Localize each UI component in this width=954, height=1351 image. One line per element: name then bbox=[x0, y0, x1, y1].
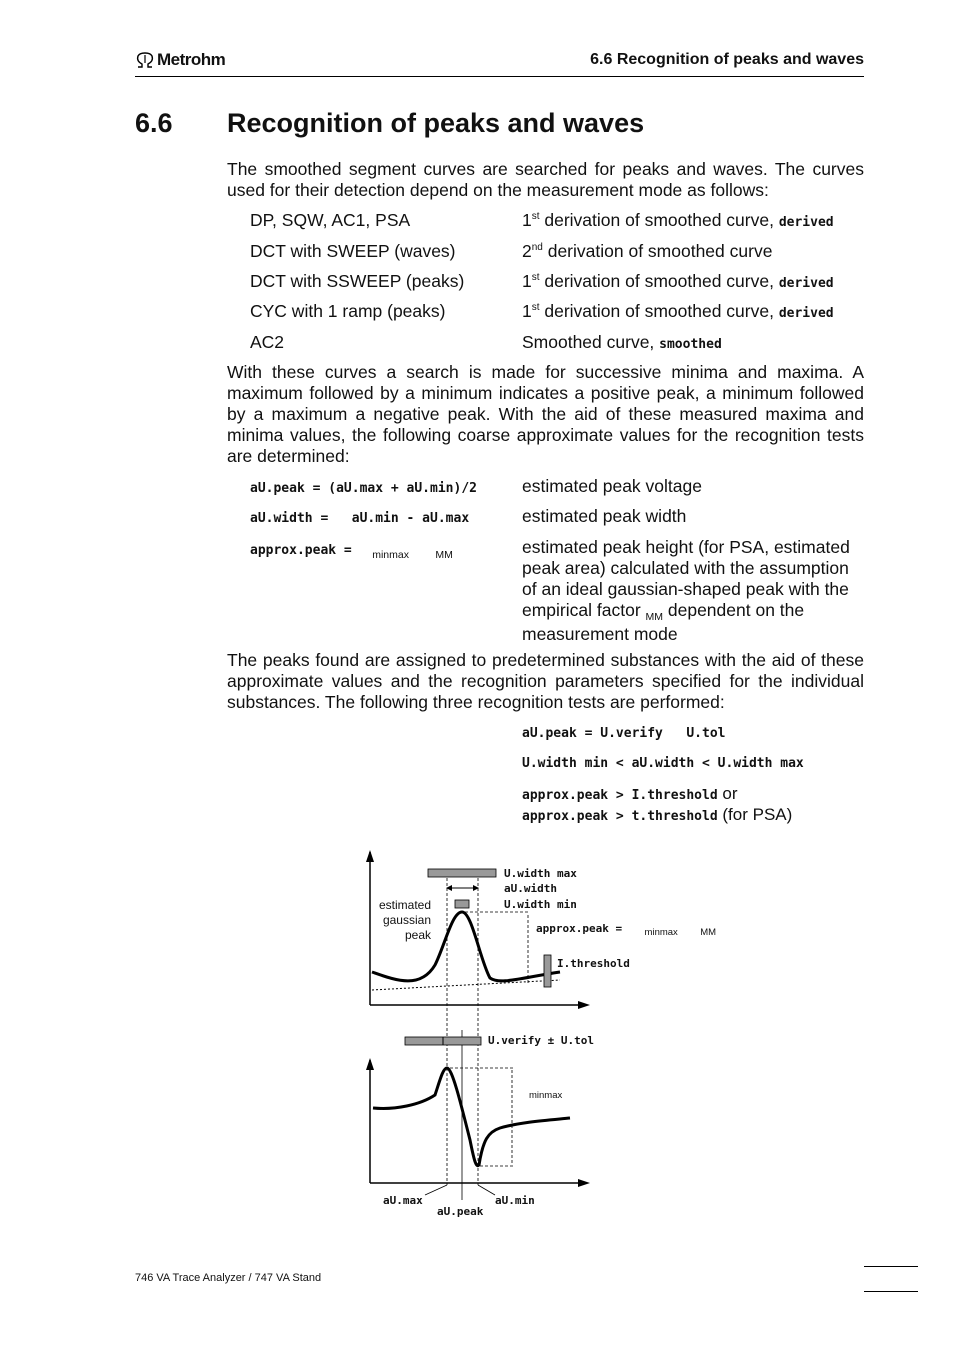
label-u-width-max: U.width max bbox=[504, 867, 577, 880]
label-u-width-min: U.width min bbox=[504, 898, 577, 911]
mode-curve: Smoothed curve, smoothed bbox=[522, 332, 722, 352]
approx-formula: approx.peak = $_{minmax}$ $_{MM}$ bbox=[250, 543, 453, 561]
mode-label: CYC with 1 ramp (peaks) bbox=[250, 301, 446, 321]
assign-paragraph: The peaks found are assigned to predetermined substances with the aid of these approximate values and the recognition parameters specified for the individual substances. The following three recognition tests are performed: bbox=[227, 650, 864, 712]
test-threshold: approx.peak > I.threshold or bbox=[522, 784, 738, 803]
label-minmax: minmax bbox=[529, 1090, 563, 1101]
mode-curve: 1st derivation of smoothed curve, derived bbox=[522, 301, 834, 321]
logo-text: Metrohm bbox=[157, 50, 226, 69]
approx-desc: estimated peak height (for PSA, estimated peak area) calculated with the assumption of an ideal gaussian-shaped peak with the empirical factor $_{MM}$ dependent on the measurement mode bbox=[522, 537, 850, 644]
test-threshold-psa: approx.peak > t.threshold (for PSA) bbox=[522, 805, 793, 824]
test-verify: aU.peak = U.verify U.tol bbox=[522, 726, 726, 741]
label-approx-peak: approx.peak = minmax MM bbox=[536, 922, 717, 938]
u-width-max-bar bbox=[428, 869, 496, 877]
test-width: U.width min < aU.width < U.width max bbox=[522, 756, 804, 771]
mode-label: AC2 bbox=[250, 332, 285, 352]
label-au-max: aU.max bbox=[383, 1194, 423, 1207]
derivative-curve bbox=[373, 1068, 570, 1166]
mode-label: DP, SQW, AC1, PSA bbox=[250, 210, 411, 230]
label-u-verify: U.verify ± U.tol bbox=[488, 1034, 594, 1047]
formula-code: aU.width = aU.min - aU.max bbox=[250, 511, 470, 526]
footer-rule bbox=[864, 1291, 918, 1292]
label-au-width: aU.width bbox=[504, 882, 557, 895]
i-threshold-bar bbox=[544, 955, 551, 987]
formula-desc: estimated peak width bbox=[522, 506, 687, 526]
running-header: 6.6 Recognition of peaks and waves bbox=[590, 51, 864, 68]
mode-curve: 2nd derivation of smoothed curve bbox=[522, 241, 773, 261]
mode-label: DCT with SSWEEP (peaks) bbox=[250, 271, 465, 291]
label-au-min: aU.min bbox=[495, 1194, 535, 1207]
formula-desc: estimated peak voltage bbox=[522, 476, 702, 496]
mode-label: DCT with SWEEP (waves) bbox=[250, 241, 456, 261]
footer-rule bbox=[864, 1266, 918, 1267]
mode-curve: 1st derivation of smoothed curve, derived bbox=[522, 210, 834, 230]
footer-text: 746 VA Trace Analyzer / 747 VA Stand bbox=[135, 1272, 322, 1284]
section-number: 6.6 bbox=[135, 108, 173, 138]
mode-curve: 1st derivation of smoothed curve, derived bbox=[522, 271, 834, 291]
label-i-threshold: I.threshold bbox=[557, 957, 630, 970]
section-title: Recognition of peaks and waves bbox=[227, 108, 645, 138]
label-estimated-peak: estimated gaussian peak bbox=[378, 898, 431, 942]
u-width-min-bar bbox=[455, 900, 469, 908]
intro-paragraph: The smoothed segment curves are searched for peaks and waves. The curves used for their detection depend on the measurement mode as follows: bbox=[227, 159, 864, 200]
lower-axes bbox=[366, 1058, 590, 1187]
label-au-peak: aU.peak bbox=[437, 1205, 484, 1218]
search-paragraph: With these curves a search is made for successive minima and maxima. A maximum followed by a minimum indicates a positive peak, a minimum followed by a maximum a negative peak. With the aid of these measured maxima and minima values, the following coarse approximate values for the recognition tests are determined: bbox=[227, 362, 864, 466]
formula-code: aU.peak = (aU.max + aU.min)/2 bbox=[250, 481, 477, 496]
